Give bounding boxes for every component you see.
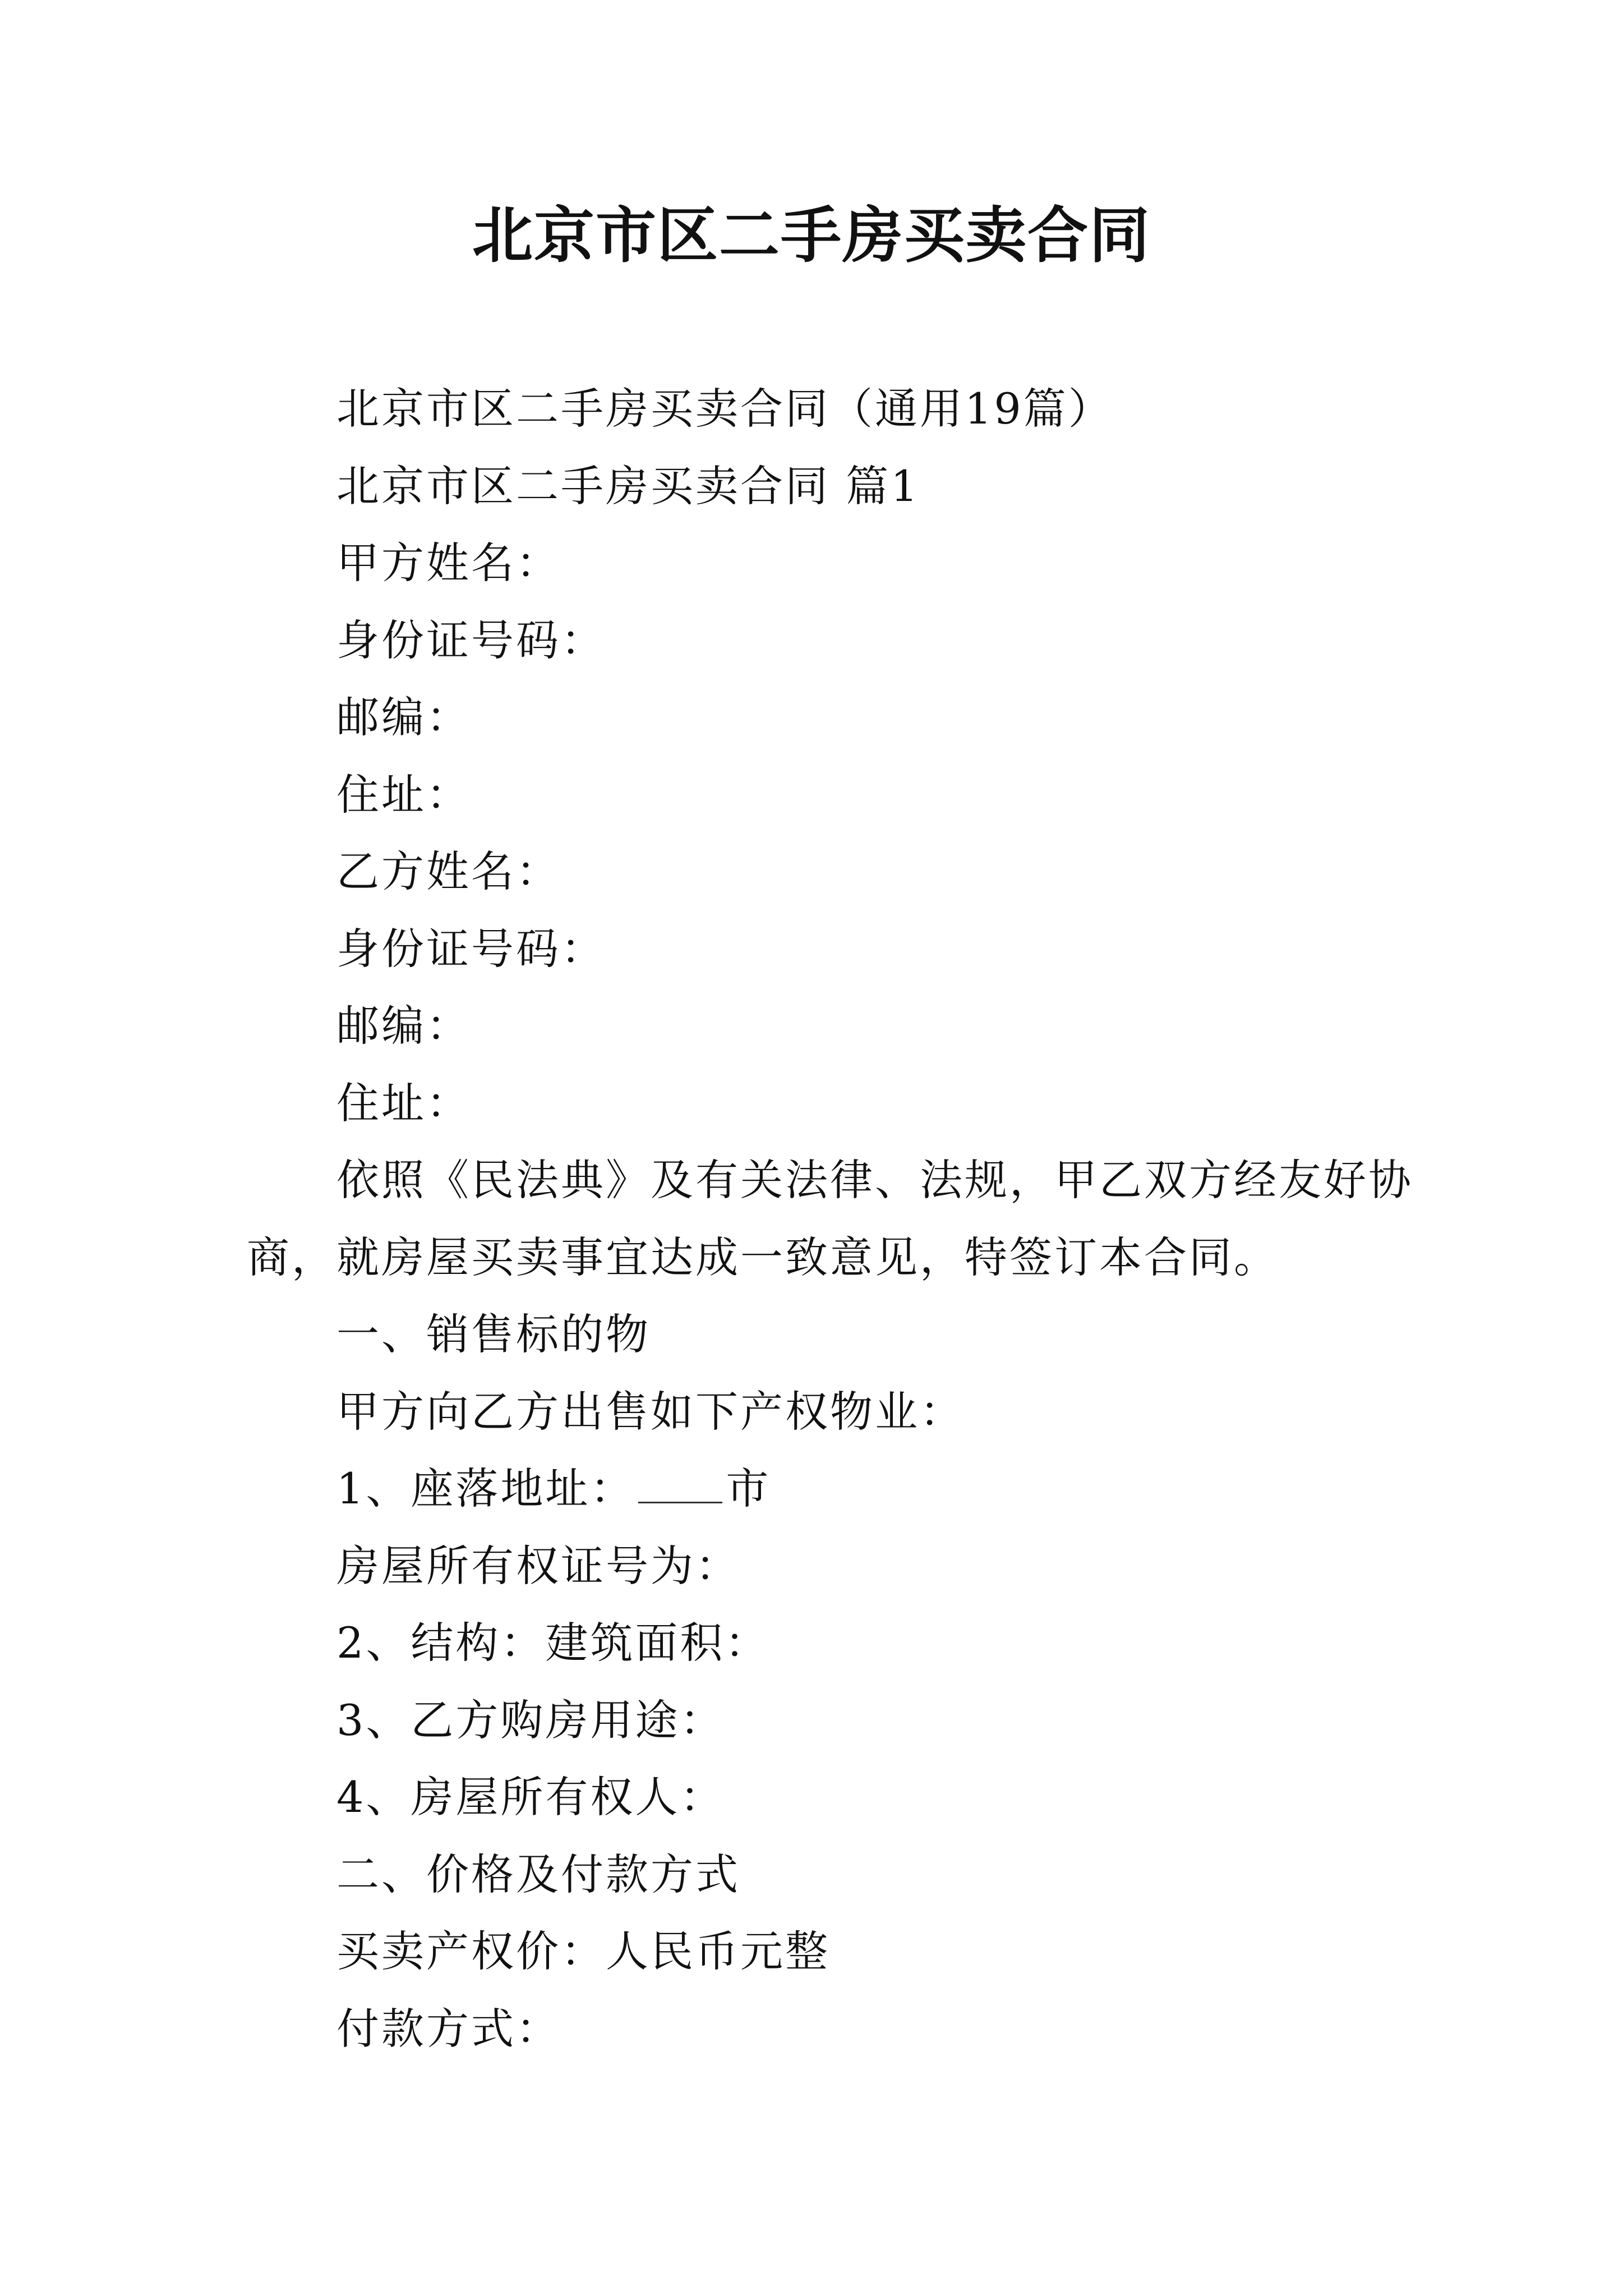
clause-2-heading: 二、价格及付款方式	[336, 1849, 740, 1899]
clause-1-intro: 甲方向乙方出售如下产权物业：	[336, 1386, 965, 1437]
document-subtitle: 北京市区二手房买卖合同（通用19篇）	[336, 384, 1113, 434]
party-a-name-label: 甲方姓名：	[336, 538, 561, 588]
address-blank	[638, 1466, 722, 1503]
party-b-address-label: 住址：	[336, 1078, 471, 1128]
party-b-id-label: 身份证号码：	[336, 923, 606, 974]
clause-1-item-4: 4、房屋所有权人：	[336, 1772, 725, 1822]
clause-1-heading: 一、销售标的物	[336, 1309, 651, 1359]
document-body	[247, 370, 1413, 2067]
section-heading: 北京市区二手房买卖合同 篇1	[336, 461, 920, 511]
clause-1-item-1	[247, 1450, 1391, 1527]
clause-2-payment: 付款方式：	[336, 2003, 561, 2054]
party-b-postcode-label: 邮编：	[336, 1001, 471, 1051]
party-a-id-label: 身份证号码：	[336, 615, 606, 665]
clause-1-item-2: 2、结构：建筑面积：	[336, 1618, 770, 1668]
party-a-postcode-label: 邮编：	[336, 692, 471, 742]
item-1-suffix: 市	[726, 1464, 771, 1513]
document-title: 北京市区二手房买卖合同	[472, 200, 1151, 271]
party-b-name-label: 乙方姓名：	[336, 846, 561, 896]
clause-2-price: 买卖产权价：人民币元整	[336, 1926, 830, 1976]
preamble-line-2: 商，就房屋买卖事宜达成一致意见，特签订本合同。	[247, 1232, 1279, 1282]
preamble-line-1: 依照《民法典》及有关法律、法规，甲乙双方经友好协	[336, 1155, 1413, 1205]
clause-1-certificate: 房屋所有权证号为：	[336, 1540, 740, 1591]
clause-1-item-3: 3、乙方购房用途：	[336, 1695, 725, 1745]
item-1-prefix: 1、座落地址：	[336, 1464, 635, 1513]
party-a-address-label: 住址：	[336, 769, 471, 820]
